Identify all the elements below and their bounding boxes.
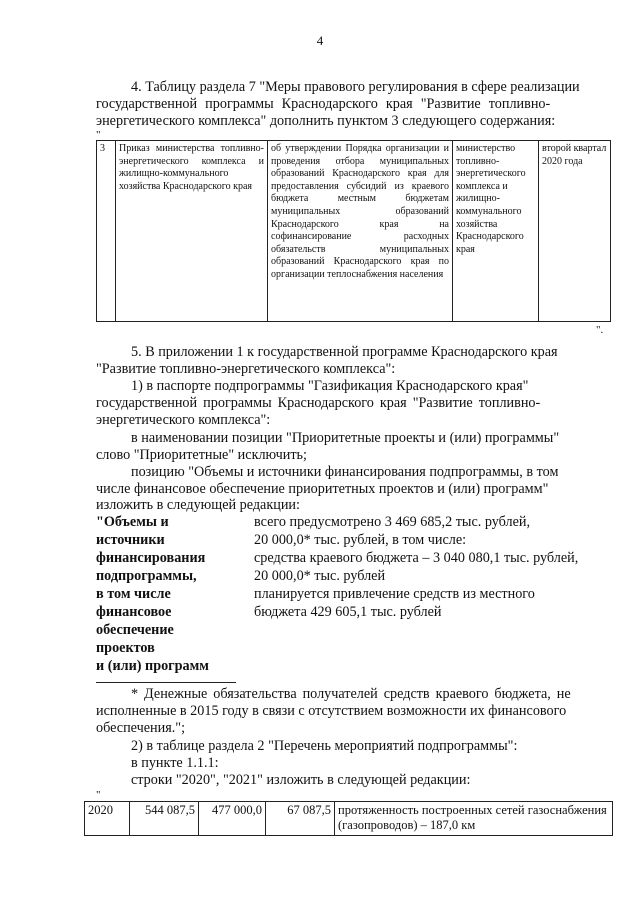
item4-line-3: энергетического комплекса" дополнить пунктом 3 следующего содержания:: [96, 113, 556, 129]
legal-measures-table: [96, 140, 611, 322]
funding-values: [254, 513, 614, 621]
legal-act-cell: Приказ министерства топливно-энергетического комплекса и жилищно-коммунального хозяйства Краснодарского края: [116, 141, 268, 322]
funding-value-line: средства краевого бюджета – 3 040 080,1 тыс. рублей,: [254, 550, 579, 566]
funding-label-line: проектов: [96, 640, 155, 656]
item5-line-2: "Развитие топливно-энергетического комплекса":: [96, 361, 396, 377]
footnote-line-1: * Денежные обязательства получателей средств краевого бюджета, не: [131, 686, 571, 702]
opening-quote: ": [96, 789, 101, 801]
item5-line-10: изложить в следующей редакции:: [96, 497, 300, 513]
table-row: [97, 141, 611, 322]
funding-value-line: бюджета 429 605,1 тыс. рублей: [254, 604, 442, 620]
funding-value-line: планируется привлечение средств из местного: [254, 586, 535, 602]
activities-table: [84, 801, 613, 836]
funding-label-line: в том числе: [96, 586, 171, 602]
funding-label: [96, 513, 246, 675]
result-cell: протяженность построенных сетей газоснабжения (газопроводов) – 187,0 км: [335, 802, 613, 836]
opening-quote: ": [96, 129, 101, 141]
act-content-cell: об утверждении Порядка организации и проведения отбора муниципальных образований Краснодарского края для предоставления субсидий из краевого бюджета местным бюджетам муниципальных образований Краснодарского края на софинансирование расходных обязательств муниципальных образований Краснодарского края по организации теплоснабжения населения: [268, 141, 453, 322]
item2-line-2: в пункте 1.1.1:: [131, 755, 219, 771]
year-cell: 2020: [85, 802, 130, 836]
funding-label-line: источники: [96, 532, 165, 548]
funding-label-line: финансирования: [96, 550, 206, 566]
funding-label-line: "Объемы и: [96, 514, 169, 530]
item5-line-3: 1) в паспорте подпрограммы "Газификация Краснодарского края": [131, 378, 529, 394]
item2-line-1: 2) в таблице раздела 2 "Перечень мероприятий подпрограммы":: [131, 738, 518, 754]
funding-label-line: подпрограммы,: [96, 568, 197, 584]
row-number-cell: 3: [97, 141, 116, 322]
funding-value-line: 20 000,0* тыс. рублей, в том числе:: [254, 532, 467, 548]
item5-line-4: государственной программы Краснодарского края "Развитие топливно-: [96, 395, 541, 411]
total-cell: 544 087,5: [130, 802, 199, 836]
item2-line-3: строки "2020", "2021" изложить в следующей редакции:: [131, 772, 471, 788]
item5-line-7: слово "Приоритетные" исключить;: [96, 447, 307, 463]
item5-line-6: в наименовании позиции "Приоритетные проекты и (или) программы": [131, 430, 560, 446]
funding-value-line: всего предусмотрено 3 469 685,2 тыс. рублей,: [254, 514, 531, 530]
footnote-divider: [96, 682, 236, 683]
item5-line-8: позицию "Объемы и источники финансирования подпрограммы, в том: [131, 464, 559, 480]
responsible-executor-cell: министерство топливно-энергетического комплекса и жилищно-коммунального хозяйства Краснодарского края: [453, 141, 539, 322]
item4-line-1: 4. Таблицу раздела 7 "Меры правового регулирования в сфере реализации: [131, 79, 580, 95]
deadline-cell: второй квартал 2020 года: [539, 141, 611, 322]
item5-line-1: 5. В приложении 1 к государственной программе Краснодарского края: [131, 344, 558, 360]
item5-line-9: числе финансовое обеспечение приоритетных проектов и (или) программ": [96, 481, 549, 497]
funding-value-line: 20 000,0* тыс. рублей: [254, 568, 386, 584]
funding-label-line: и (или) программ: [96, 658, 209, 674]
funding-label-line: обеспечение: [96, 622, 174, 638]
footnote-line-3: обеспечения.";: [96, 720, 186, 736]
footnote-line-2: исполненные в 2015 году в связи с отсутствием возможности их финансового: [96, 703, 567, 719]
local-budget-cell: 67 087,5: [266, 802, 335, 836]
closing-quote: ".: [596, 324, 604, 336]
item5-line-5: энергетического комплекса":: [96, 412, 271, 428]
regional-budget-cell: 477 000,0: [199, 802, 266, 836]
table-row: [85, 802, 613, 836]
item4-line-2: государственной программы Краснодарского края "Развитие топливно-: [96, 96, 551, 112]
funding-label-line: финансовое: [96, 604, 172, 620]
page-number: 4: [316, 33, 324, 48]
